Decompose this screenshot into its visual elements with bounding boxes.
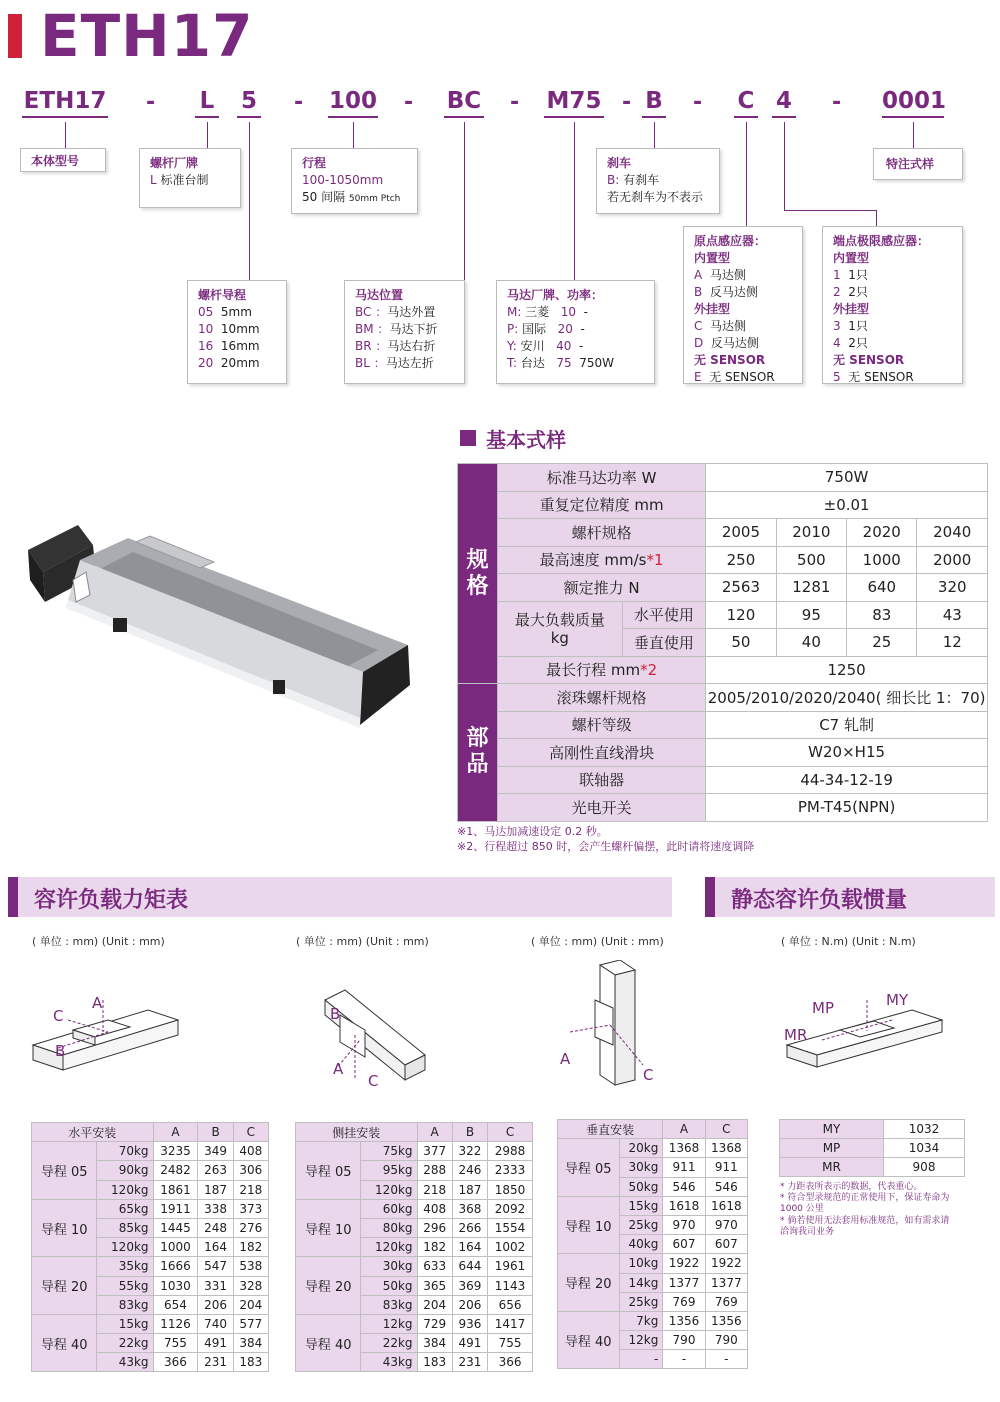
spec-note-2: ※2、行程超过 850 时，会产生螺杆偏摆，此时请将速度调降 — [457, 840, 755, 853]
box-motor-brand: 马达厂牌、功率： M: 三菱 10 - P: 国际 20 - Y: 安川 40 - T: 台达 75 750W — [496, 280, 655, 384]
box-limit-sensor: 端点极限感应器： 内置型 1 1只 2 2只 外挂型 3 1只 4 2只 无 SENSOR 5 无 SENSOR — [822, 226, 963, 384]
table-row: 43kg 183 231 366 — [296, 1353, 533, 1372]
diagram-label-my: MY — [886, 991, 909, 1009]
connector — [746, 122, 747, 226]
page-title: ETH17 — [40, 2, 254, 70]
box-stroke: 行程 100-1050mm 50 间隔 50mm Ptch — [291, 148, 418, 214]
table-header-row: 侧挂安装 A B C — [296, 1123, 533, 1142]
table-row: MP 1034 — [780, 1139, 965, 1158]
table-row: 导程 10 15kg 1618 1618 — [558, 1196, 748, 1215]
spec-table: 规格 标准马达功率 W 750W 重复定位精度 mm ±0.01 螺杆规格 2005 2010 2020 2040 最高速度 mm/s*1 250 500 1000 2000 额定推力 N 2563 1281 640 320 最大负载质量 kg 水平使用 120 95 83 43 垂直使用 50 40 25 12 最长行程 mm*2 1250 部品 滚珠螺杆规格 2005/2010/2020/2040( 细长比 1：70) 螺杆等级 C7 轧制 高刚性直线滑块 W20×H15 联轴器 44-34-12-19 光电开关 PM-T45(NPN) — [457, 463, 988, 822]
table-row: 85kg 1445 248 276 — [32, 1218, 269, 1237]
diagram-label-c: C — [368, 1072, 379, 1090]
group-cell: 导程 40 — [296, 1314, 361, 1372]
table-row: 43kg 366 231 183 — [32, 1353, 269, 1372]
code-dash: - — [693, 90, 703, 115]
diagram-label-a: A — [92, 994, 103, 1012]
connector — [784, 122, 785, 210]
code-seg-body: ETH17 — [22, 88, 108, 118]
unit-label: ( 单位 : mm) (Unit : mm) — [296, 935, 429, 948]
box-head: 螺杆厂牌 — [150, 156, 199, 170]
moment-table — [779, 1119, 965, 1177]
group-cell: 导程 20 — [558, 1254, 620, 1312]
group-cell: 导程 10 — [558, 1196, 620, 1254]
spec-note-1: ※1、马达加减速设定 0.2 秒。 — [457, 825, 608, 838]
table-header-row: 水平安装 A B C — [32, 1123, 269, 1142]
spec-group-1: 规格 — [458, 464, 498, 684]
group-cell: 导程 05 — [296, 1142, 361, 1200]
spec-group-2: 部品 — [458, 684, 498, 822]
diagram-vertical — [565, 960, 655, 1090]
connector — [574, 122, 575, 280]
connector — [353, 122, 354, 148]
table-row: 导程 40 7kg 1356 1356 — [558, 1311, 748, 1330]
connector — [654, 122, 655, 148]
group-cell: 导程 05 — [32, 1142, 97, 1200]
code-dash: - — [294, 90, 304, 115]
group-cell: 导程 05 — [558, 1139, 620, 1197]
code-seg-motor: M75 — [544, 88, 604, 118]
table-row: 导程 05 75kg 377 322 2988 — [296, 1142, 533, 1161]
table-row: 14kg 1377 1377 — [558, 1273, 748, 1292]
code-dash: - — [404, 90, 414, 115]
table-row: - - - — [558, 1350, 748, 1369]
box-special — [873, 148, 963, 180]
group-cell: 导程 20 — [296, 1257, 361, 1315]
moment-note: * 符合型录规范的正常使用下，保证寿命为 — [780, 1193, 950, 1203]
spec-title: 基本式样 — [486, 428, 566, 452]
table-row: 导程 40 12kg 729 936 1417 — [296, 1314, 533, 1333]
spec-square — [460, 430, 476, 446]
connector — [464, 122, 465, 280]
diagram-label-a: A — [333, 1060, 344, 1078]
connector — [876, 210, 877, 226]
table-row: 导程 10 65kg 1911 338 373 — [32, 1199, 269, 1218]
table-row: 22kg 755 491 384 — [32, 1334, 269, 1353]
code-dash: - — [622, 90, 632, 115]
box-screw-brand: 螺杆厂牌 L 标准台制 — [139, 148, 241, 208]
code-dash: - — [832, 90, 842, 115]
table-horizontal — [31, 1122, 269, 1372]
table-header-row: 垂直安装 A C — [558, 1120, 748, 1139]
table-row: 导程 10 60kg 408 368 2092 — [296, 1199, 533, 1218]
group-cell: 导程 40 — [558, 1311, 620, 1369]
box-body — [20, 148, 106, 172]
box-head: 马达位置 — [355, 288, 404, 302]
diagram-label-b: B — [330, 1005, 341, 1023]
table-row: 导程 20 30kg 633 644 1961 — [296, 1257, 533, 1276]
connector — [913, 122, 914, 148]
code-seg-brake: B — [642, 88, 666, 118]
unit-label: ( 单位 : N.m) (Unit : N.m) — [781, 935, 916, 948]
code-dash: - — [146, 90, 156, 115]
table-vertical — [557, 1119, 748, 1369]
table-row: MY 1032 — [780, 1120, 965, 1139]
table-row: 30kg 911 911 — [558, 1158, 748, 1177]
table-row: 120kg 1000 164 182 — [32, 1238, 269, 1257]
table-row: 导程 05 70kg 3235 349 408 — [32, 1142, 269, 1161]
table-row: 55kg 1030 331 328 — [32, 1276, 269, 1295]
title-accent-bar — [8, 14, 22, 58]
box-lead: 螺杆导程 05 5mm 10 10mm 16 16mm 20 20mm — [187, 280, 287, 384]
code-seg-special: 0001 — [882, 88, 944, 118]
moment-note: * 力距表所表示的数据，代表重心。 — [780, 1182, 923, 1192]
code-seg-limit: 4 — [772, 88, 796, 118]
inertia-section-header: 静态容许负载惯量 — [705, 877, 995, 917]
box-brake: 刹车 B: 有刹车 若无刹车为不表示 — [596, 148, 720, 214]
table-row: 50kg 546 546 — [558, 1177, 748, 1196]
code-seg-origin: C — [734, 88, 758, 118]
table-row: 12kg 790 790 — [558, 1331, 748, 1350]
table-row: 90kg 2482 263 306 — [32, 1161, 269, 1180]
product-image — [18, 500, 418, 750]
table-row: 120kg 218 187 1850 — [296, 1180, 533, 1199]
code-dash: - — [510, 90, 520, 115]
table-row: 25kg 970 970 — [558, 1215, 748, 1234]
diagram-label-b: B — [55, 1042, 66, 1060]
group-cell: 导程 40 — [32, 1314, 97, 1372]
table-row: 120kg 1861 187 218 — [32, 1180, 269, 1199]
unit-label: ( 单位 : mm) (Unit : mm) — [32, 935, 165, 948]
diagram-label-mr: MR — [784, 1026, 808, 1044]
diagram-label-c: C — [53, 1007, 64, 1025]
box-head: 刹车 — [607, 156, 632, 170]
diagram-label-mp: MP — [812, 999, 834, 1017]
table-row: 83kg 654 206 204 — [32, 1295, 269, 1314]
table-row: 导程 20 35kg 1666 547 538 — [32, 1257, 269, 1276]
table-row: 导程 40 15kg 1126 740 577 — [32, 1314, 269, 1333]
group-cell: 导程 10 — [32, 1199, 97, 1257]
table-row: MR 908 — [780, 1158, 965, 1177]
code-seg-brand: L — [195, 88, 219, 118]
box-head: 特注式样 — [886, 157, 935, 171]
table-side — [295, 1122, 533, 1372]
moment-note: 1000 公里 — [780, 1204, 824, 1214]
box-head: 原点感应器： — [694, 234, 767, 248]
code-seg-motor-pos: BC — [444, 88, 484, 118]
group-cell: 导程 20 — [32, 1257, 97, 1315]
table-row: 25kg 769 769 — [558, 1292, 748, 1311]
diagram-label-c: C — [643, 1066, 654, 1084]
table-row: 120kg 182 164 1002 — [296, 1238, 533, 1257]
box-head: 马达厂牌、功率： — [507, 288, 604, 302]
code-seg-stroke: 100 — [328, 88, 378, 118]
table-row: 22kg 384 491 755 — [296, 1334, 533, 1353]
box-origin-sensor: 原点感应器： 内置型 A 马达侧 B 反马达侧 外挂型 C 马达侧 D 反马达侧 无 SENSOR E 无 SENSOR — [683, 226, 803, 384]
table-row: 83kg 204 206 656 — [296, 1295, 533, 1314]
box-head: 本体型号 — [31, 154, 80, 168]
moment-section-header: 容许负载力矩表 — [8, 877, 672, 917]
box-motor-pos: 马达位置 BC ：马达外置 BM ：马达下折 BR ：马达右折 BL ：马达左折 — [344, 280, 465, 384]
diagram-horizontal — [28, 990, 188, 1080]
box-head: 螺杆导程 — [198, 288, 247, 302]
table-row: 40kg 607 607 — [558, 1235, 748, 1254]
box-head: 行程 — [302, 156, 327, 170]
diagram-label-a: A — [560, 1050, 571, 1068]
connector — [784, 210, 876, 211]
unit-label: ( 单位 : mm) (Unit : mm) — [531, 935, 664, 948]
table-row: 导程 05 20kg 1368 1368 — [558, 1139, 748, 1158]
table-row: 80kg 296 266 1554 — [296, 1218, 533, 1237]
table-row: 50kg 365 369 1143 — [296, 1276, 533, 1295]
connector — [249, 122, 250, 280]
connector — [207, 122, 208, 148]
group-cell: 导程 10 — [296, 1199, 361, 1257]
moment-note: 洽询我司业务 — [780, 1227, 835, 1237]
table-row: 95kg 288 246 2333 — [296, 1161, 533, 1180]
connector — [65, 122, 66, 148]
moment-note: * 倘若使用无法套用标准规范，如有需求请 — [780, 1216, 950, 1226]
table-row: 导程 20 10kg 1922 1922 — [558, 1254, 748, 1273]
code-seg-lead: 5 — [237, 88, 261, 118]
box-head: 端点极限感应器： — [833, 234, 930, 248]
